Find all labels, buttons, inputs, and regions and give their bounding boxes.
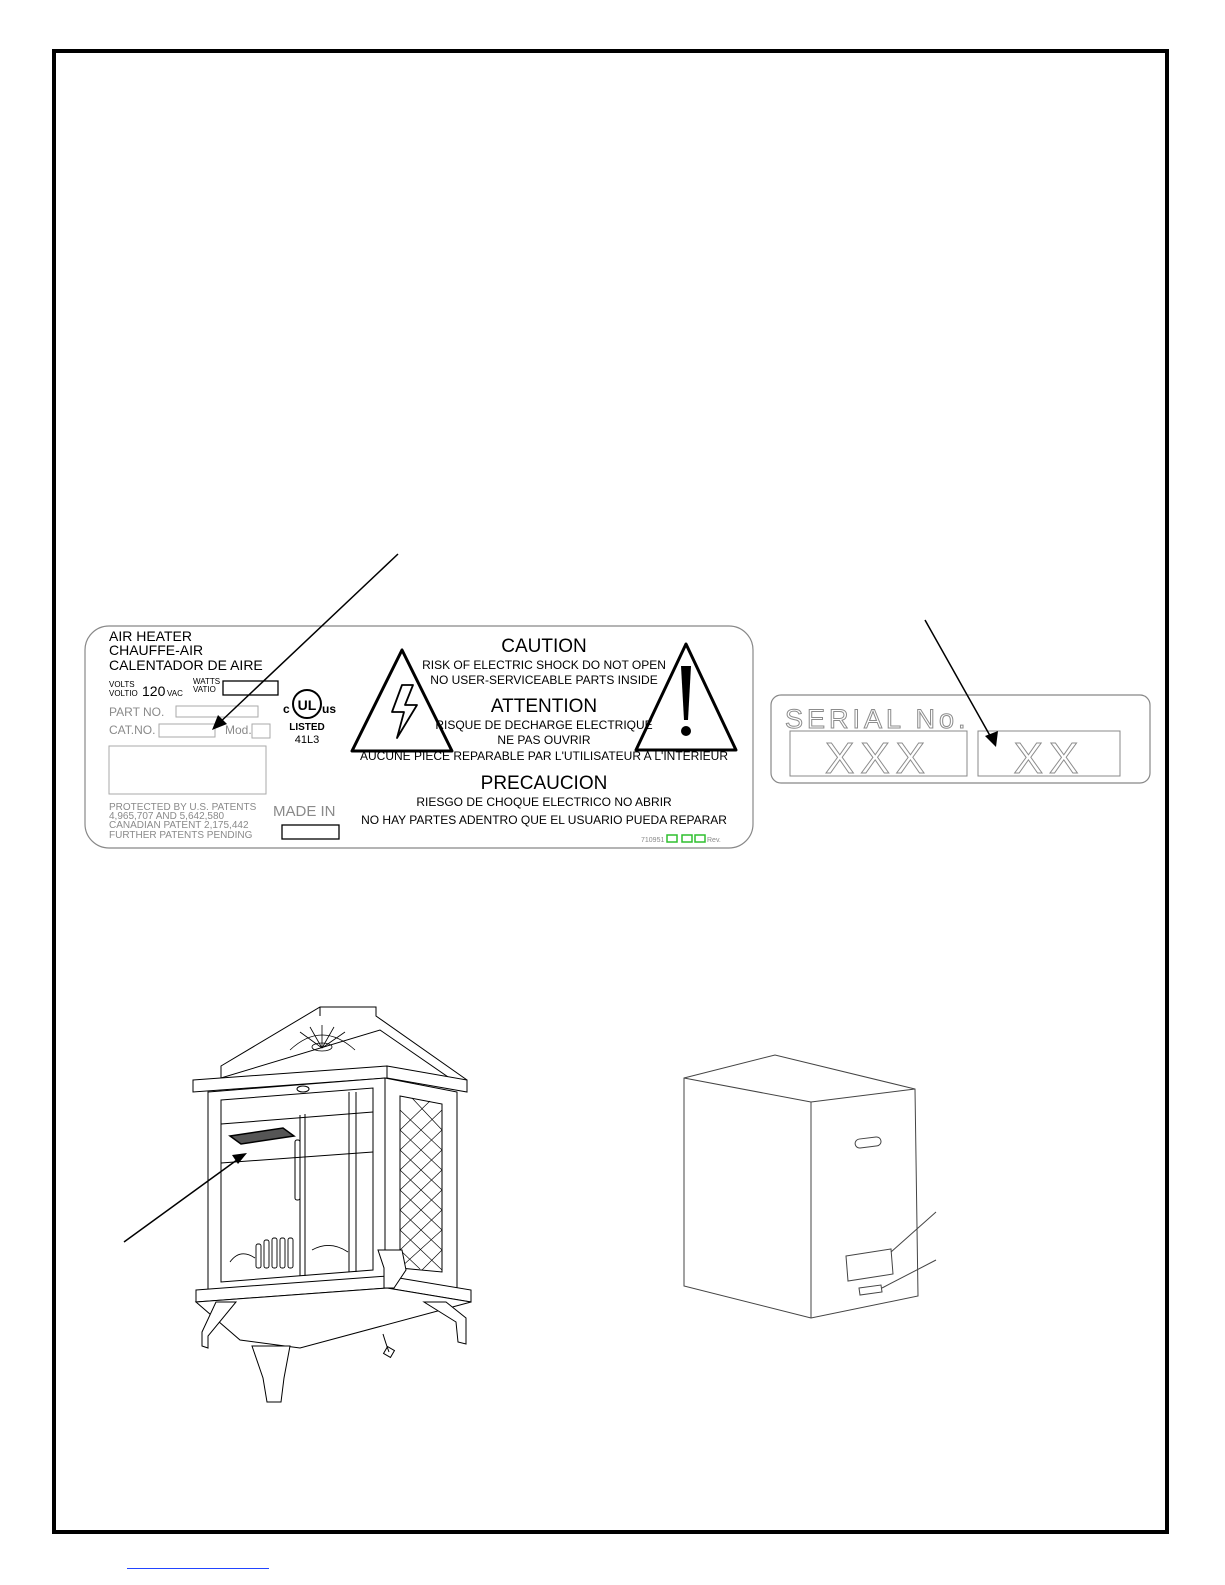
attention-title: ATTENTION xyxy=(490,696,598,717)
watts-label: WATTS xyxy=(193,677,221,686)
vatio-label: VATIO xyxy=(193,685,216,694)
voltio-label: VOLTIO xyxy=(109,689,138,698)
serial-field-2: XX xyxy=(1013,734,1085,783)
made-in-label: MADE IN xyxy=(273,803,336,820)
patent-line-2: 4,965,707 AND 5,642,580 xyxy=(109,811,225,822)
patent-line-1: PROTECTED BY U.S. PATENTS xyxy=(109,802,257,813)
attention-line-2: NE PAS OUVRIR xyxy=(497,733,591,747)
ul-listed-mark xyxy=(283,690,336,746)
patent-line-4: FURTHER PATENTS PENDING xyxy=(109,830,253,841)
ul-text: UL xyxy=(297,697,317,713)
precaucion-line-1: RIESGO DE CHOQUE ELECTRICO NO ABRIR xyxy=(416,795,672,809)
rev-label: Rev. xyxy=(707,837,721,844)
precaucion-line-2: NO HAY PARTES ADENTRO QUE EL USUARIO PUEDA REPARAR xyxy=(361,813,727,827)
label-heading-es: CALENTADOR DE AIRE xyxy=(109,657,263,673)
carton-box-illustration xyxy=(684,1055,936,1318)
label-heading-en: AIR HEATER xyxy=(109,628,192,644)
cat-no-box xyxy=(159,724,215,737)
part-no-label: PART NO. xyxy=(109,705,165,719)
cat-no-label: CAT.NO. xyxy=(109,723,156,737)
voltage-value: 120 xyxy=(142,683,166,699)
rev-code-boxes xyxy=(667,835,705,842)
ul-us-text: us xyxy=(322,702,337,716)
made-in-box xyxy=(282,825,339,839)
serial-field-1: XXX xyxy=(824,734,932,783)
caution-line-2: NO USER-SERVICEABLE PARTS INSIDE xyxy=(430,673,658,687)
patent-line-3: CANADIAN PATENT 2,175,442 xyxy=(109,820,249,831)
caution-line-1: RISK OF ELECTRIC SHOCK DO NOT OPEN xyxy=(422,658,666,672)
precaucion-title: PRECAUCION xyxy=(480,773,608,794)
caution-title: CAUTION xyxy=(501,636,587,657)
footer-link-underline[interactable] xyxy=(127,1568,269,1569)
label-code: 710951 xyxy=(641,837,665,844)
rating-label xyxy=(85,626,753,848)
serial-title: SERIAL No. xyxy=(785,704,970,734)
ul-listed-text: LISTED xyxy=(289,722,325,733)
serial-label xyxy=(771,695,1150,783)
part-no-box xyxy=(176,706,258,717)
volts-label: VOLTS xyxy=(109,680,135,689)
mod-box xyxy=(252,724,270,738)
stove-heater-illustration xyxy=(193,1007,471,1402)
mod-label: Mod. xyxy=(225,723,252,737)
ul-code-text: 41L3 xyxy=(294,734,320,746)
label-heading-fr: CHAUFFE-AIR xyxy=(109,642,204,658)
attention-line-3: AUCUNE PIECE REPARABLE PAR L'UTILISATEUR A L'INTERIEUR xyxy=(359,749,729,763)
blank-info-box xyxy=(109,746,266,794)
attention-line-1: RISQUE DE DECHARGE ELECTRIQUE xyxy=(435,718,653,732)
ul-c-text: c xyxy=(283,702,290,716)
vac-label: VAC xyxy=(167,689,183,698)
